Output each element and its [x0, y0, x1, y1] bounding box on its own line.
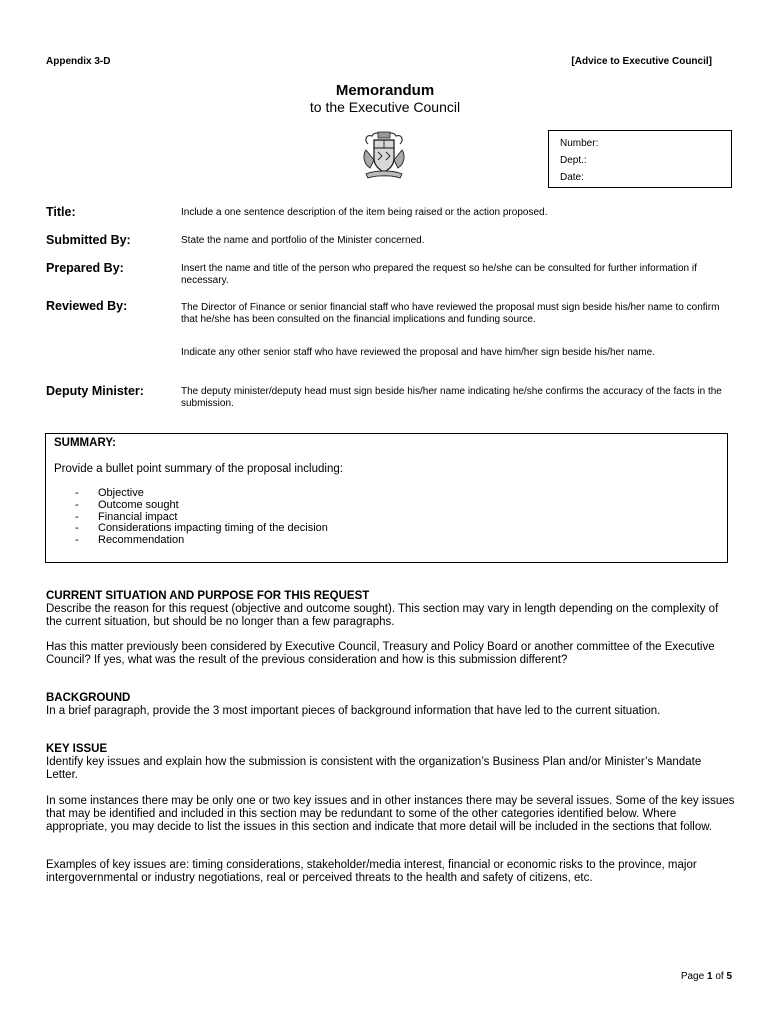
background-para-1: In a brief paragraph, provide the 3 most important pieces of background information that have led to the current situation.: [46, 704, 661, 717]
background-section: [46, 692, 736, 718]
coat-of-arms-icon: [360, 130, 408, 182]
list-item: - Considerations impacting timing of the decision: [75, 522, 328, 535]
advice-label: [Advice to Executive Council]: [571, 56, 712, 67]
reviewed-by-desc: The Director of Finance or senior financial staff who have reviewed the proposal must sign beside his/her name to confirm that he/she has been consulted on the financial implications and funding source.: [181, 302, 720, 325]
number-label: Number:: [560, 138, 599, 149]
key-issue-para-1: Identify key issues and explain how the submission is consistent with the organization’s Business Plan and/or Minister’s Mandate Letter.: [46, 755, 702, 781]
date-label: Date:: [560, 172, 584, 183]
memo-title: Memorandum: [335, 82, 435, 99]
submitted-by-desc: State the name and portfolio of the Minister concerned.: [181, 235, 425, 246]
prepared-by-label: Prepared By:: [46, 261, 124, 275]
deputy-minister-desc: The deputy minister/deputy head must sign beside his/her name indicating he/she confirms the accuracy of the facts in the submission.: [181, 386, 722, 409]
key-issue-para-3: Examples of key issues are: timing considerations, stakeholder/media interest, financial or economic risks to the province, major intergovernmental or industry negotiations, real or perceived threats to the health and safety of citizens, etc.: [46, 859, 697, 884]
background-heading: BACKGROUND: [46, 692, 131, 704]
current-situation-para-1: Describe the reason for this request (objective and outcome sought). This section may vary in length depending on the complexity of the current situation, but should be no longer than a few paragraphs.: [46, 602, 719, 628]
dept-label: Dept.:: [560, 155, 587, 166]
appendix-label: Appendix 3-D: [46, 56, 111, 67]
current-situation-para-2: Has this matter previously been considered by Executive Council, Treasury and Policy Board or another committee of the Executive Council? If yes, what was the result of the previous consideration and how is this submission different?: [46, 641, 715, 666]
reviewed-by-desc-2: Indicate any other senior staff who have reviewed the proposal and have him/her sign beside his/her name.: [181, 347, 655, 358]
current-situation-heading: CURRENT SITUATION AND PURPOSE FOR THIS REQUEST: [46, 590, 370, 602]
key-issue-para-2: In some instances there may be only one or two key issues and in other instances there may be several issues. Some of the key issues that may be identified and included in this section may be redundant to some of the other categories identified below. Where appropriate, you may decide to list the issues in this section and indicate that more detail will be included in the sections that follow.: [46, 795, 735, 833]
summary-title: SUMMARY:: [54, 437, 116, 449]
submitted-by-label: Submitted By:: [46, 233, 131, 247]
page-number: Page 1 of 5: [680, 971, 732, 982]
summary-intro: Provide a bullet point summary of the proposal including:: [54, 463, 343, 475]
deputy-minister-label: Deputy Minister:: [46, 384, 144, 398]
summary-box: [45, 433, 728, 563]
reviewed-by-label: Reviewed By:: [46, 299, 128, 313]
summary-bullet-list: [46, 488, 328, 547]
title-field-label: Title:: [46, 205, 76, 219]
list-item: - Outcome sought: [75, 498, 179, 511]
key-issue-section: [46, 743, 736, 781]
list-item: - Recommendation: [75, 534, 185, 547]
prepared-by-desc: Insert the name and title of the person who prepared the request so he/she can be consulted for further information if necessary.: [181, 263, 697, 286]
memo-subtitle: to the Executive Council: [309, 99, 461, 115]
list-item: - Financial impact: [75, 510, 178, 523]
key-issue-heading: KEY ISSUE: [46, 743, 108, 755]
list-item: - Objective: [75, 487, 144, 499]
number-box: [548, 130, 732, 188]
current-situation-section: [46, 590, 736, 628]
title-field-desc: Include a one sentence description of the item being raised or the action proposed.: [181, 207, 548, 218]
